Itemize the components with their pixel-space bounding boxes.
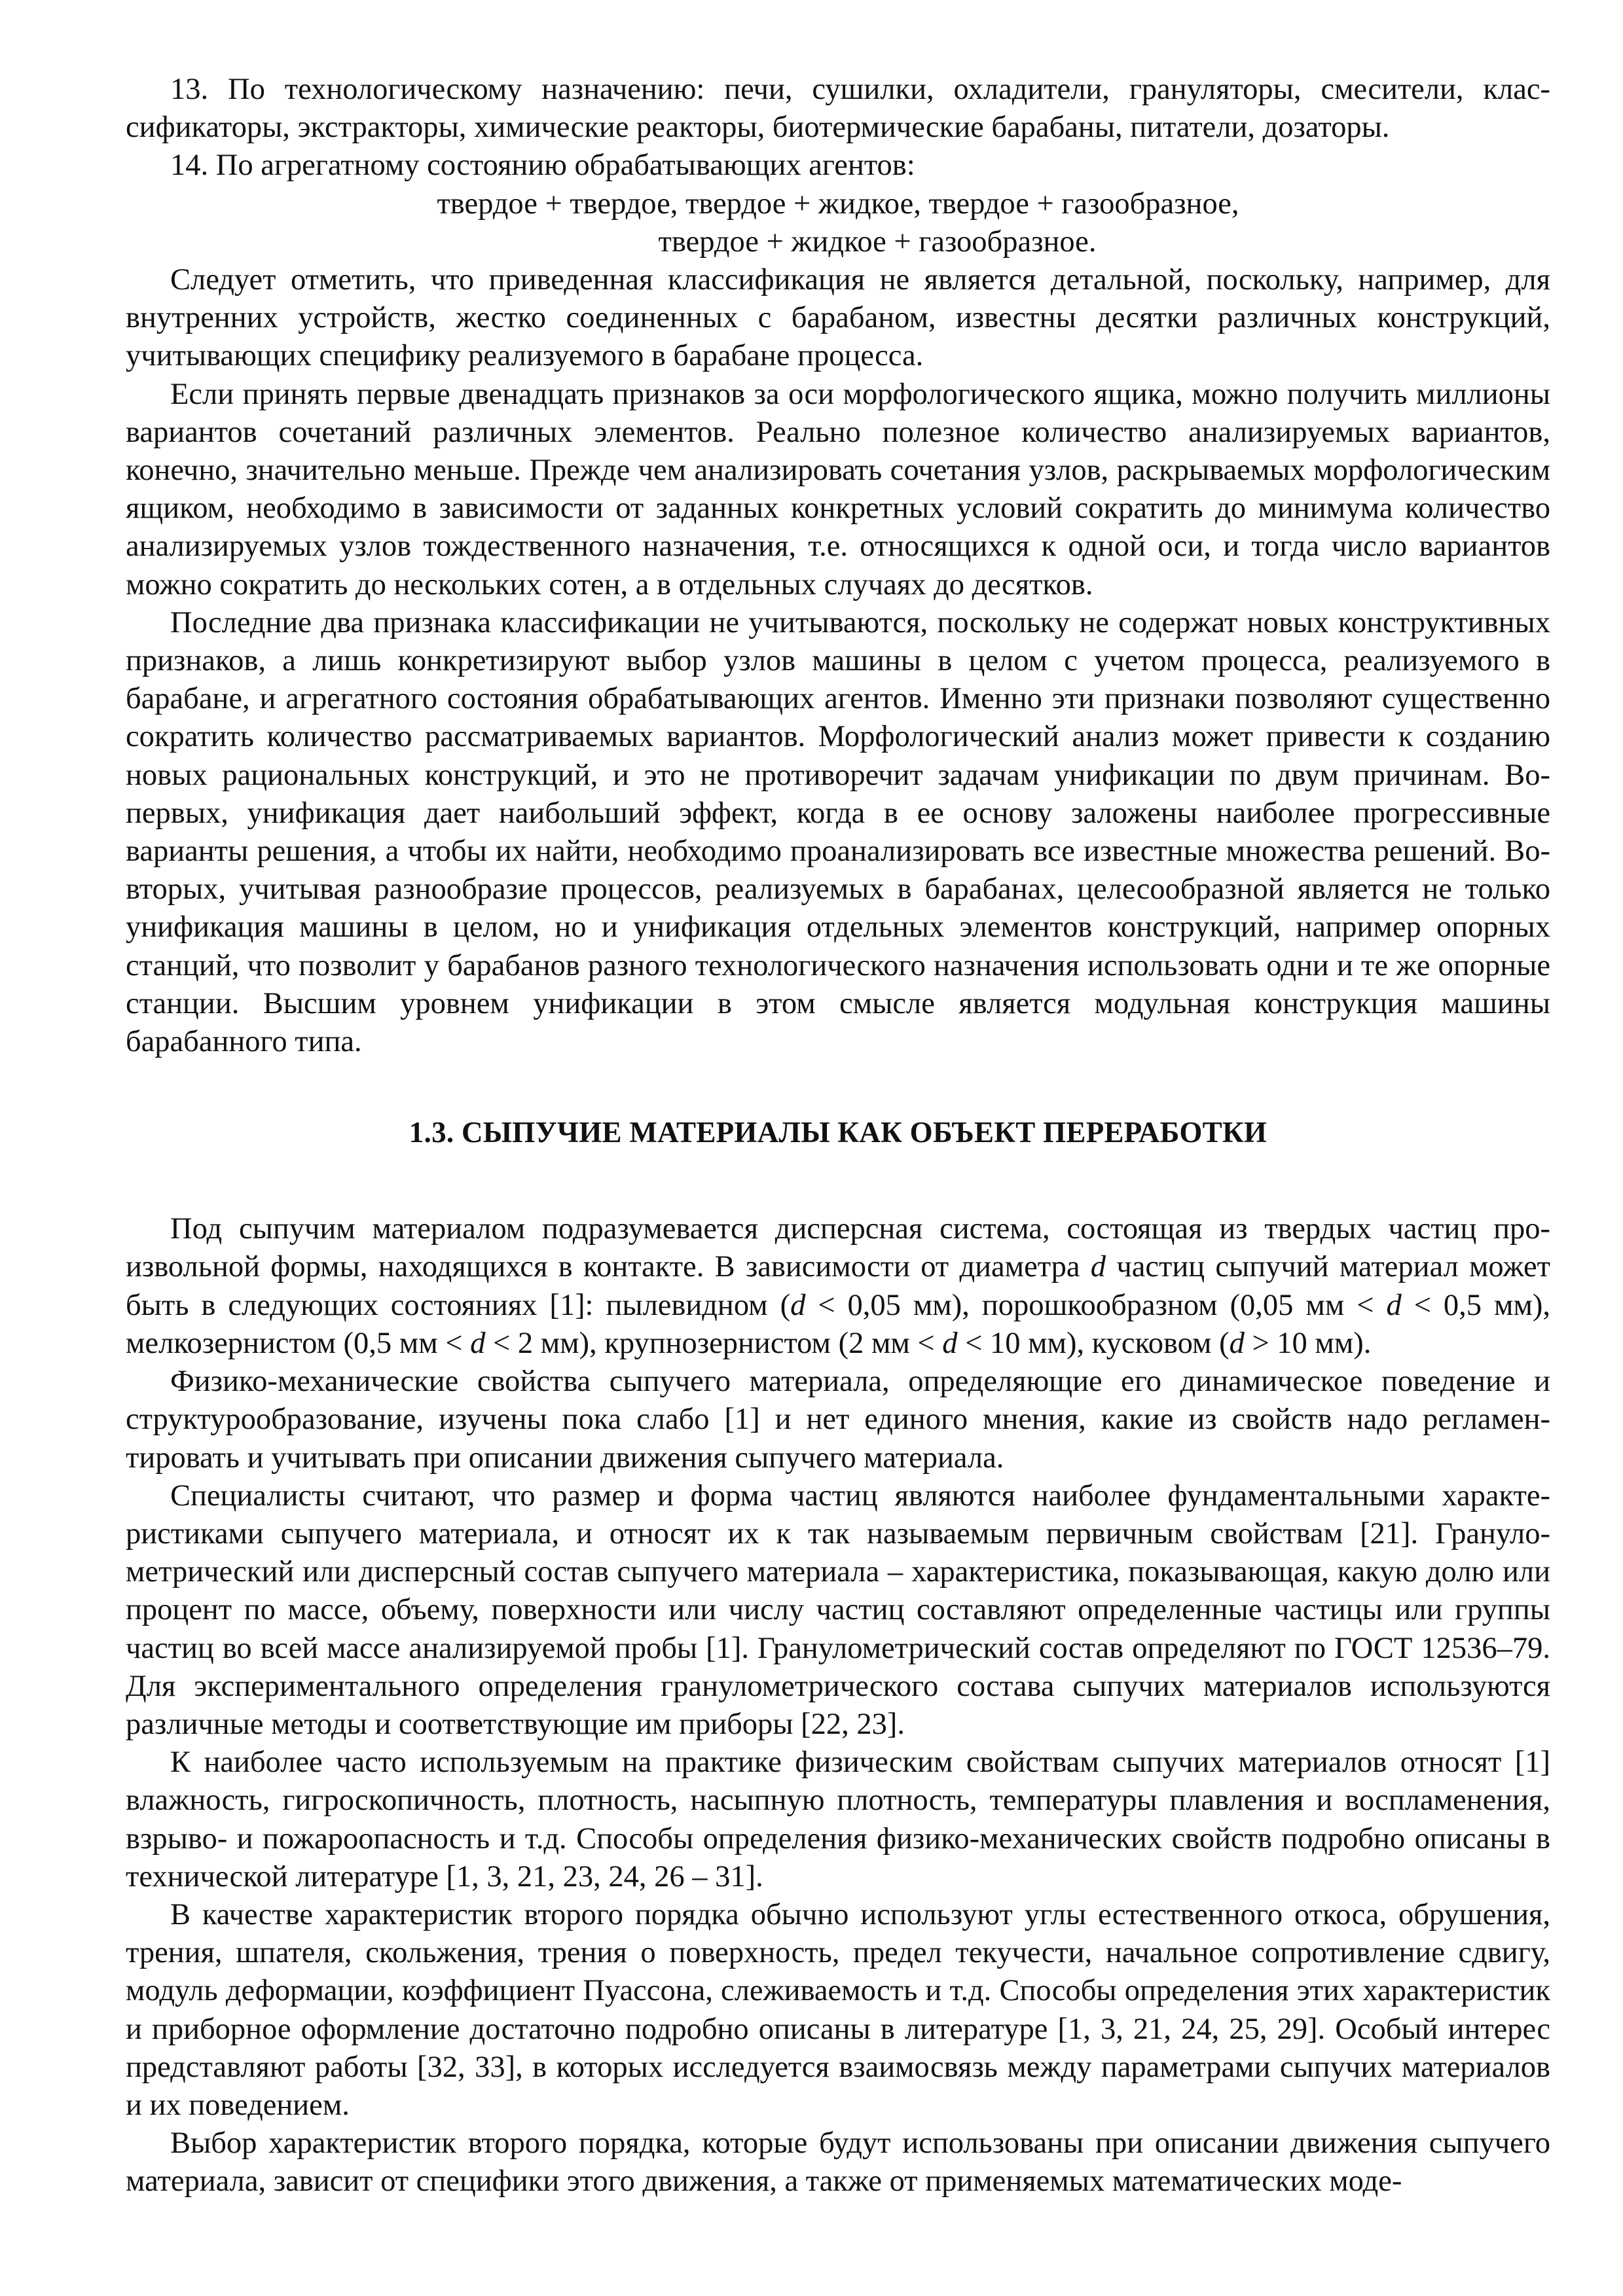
- document-page: [126, 71, 1550, 2201]
- paragraph-particle-size: Специалисты считают, что размер и форма частиц являются наиболее фундаментальными характеристиками сыпучего материала, и относят их к так называемым первичным свойствам [21]. Гранулометрический или дисперсный состав сыпучего материала – характеристика, показывающая, какую долю или процент по массе, объему, поверхности или числу частиц составляют определенные частицы или группы частиц во всей массе анализируемой пробы [1]. Гранулометрический состав определяют по ГОСТ 12536–79. Для экспериментального определения гранулометрического состава сыпучих материалов используются различные методы и соответствующие им приборы [22, 23].: [126, 1479, 1550, 1741]
- paragraph-unification: Последние два признака классификации не учитываются, поскольку не содержат новых конструктивных признаков, а лишь конкретизируют выбор узлов машины в целом с учетом процесса, реализуемого в барабане, и агрегатного состояния обрабатывающих агентов. Именно эти признаки позволяют существенно сократить количество рассматриваемых вариантов. Морфологический анализ может привести к созданию новых рациональных конструкций, и это не противоречит задачам унификации по двум причинам. Во-первых, унификация дает наибольший эффект, когда в ее основу заложены наиболее прогрессивные варианты решения, а чтобы их найти, необходимо проанализировать все известные множества решений. Во-вторых, учитывая разнообразие процессов, реализуемых в барабанах, целесообразной является не только унификация машины в целом, но и унификация отдельных элементов конструкций, например опорных станций, что позволит у барабанов разного технологического назначения использовать одни и те же опорные станции. Высшим уровнем унификации в этом смысле является модульная конструкция машины барабанного типа.: [126, 605, 1550, 1059]
- agent-states-line-2: твердое + жидкое + газообразное.: [658, 224, 1097, 259]
- var-d: d: [1090, 1250, 1106, 1284]
- state-lumpy: > 10 мм).: [1244, 1326, 1372, 1360]
- section-title: 1.3. СЫПУЧИЕ МАТЕРИАЛЫ КАК ОБЪЕКТ ПЕРЕРАБОТКИ: [409, 1116, 1267, 1149]
- var-d: d: [1229, 1326, 1245, 1360]
- paragraph-morphological-box: Если принять первые двенадцать признаков за оси морфологического ящика, можно получить миллионы вариантов сочетаний различных элементов. Реально полезное количество анализируемых вариантов, конечно, значительно меньше. Прежде чем анализировать сочетания узлов, раскрываемых морфологическим ящиком, необходимо в зависимости от заданных конкретных условий сократить до минимума количество анализируемых узлов тождественного назначения, т.е. относящихся к одной оси, и тогда число вариантов можно сократить до нескольких сотен, а в отдельных случаях до десятков.: [126, 377, 1550, 601]
- paragraph-classification-note: Следует отметить, что приведенная классификация не является детальной, поскольку, например, для внутренних устройств, жестко соединенных с барабаном, известны десятки различных конструкций, учитывающих специфику реализуемого в барабане процесса.: [126, 263, 1550, 373]
- var-d: d: [470, 1326, 486, 1360]
- paragraph-choice: Выбор характеристик второго порядка, которые будут использованы при описании движения сыпучего материала, зависит от специфики этого движения, а также от применяемых математических моде-: [126, 2126, 1550, 2198]
- paragraph-physical-properties: К наиболее часто используемым на практике физическим свойствам сыпучих материалов относят [1] влажность, гигроскопичность, плотность, насыпную плотность, температуры плавления и воспламенения, взрыво- и пожароопасность и т.д. Способы определения физико-механических свойств подробно описаны в технической литературе [1, 3, 21, 23, 24, 26 – 31].: [126, 1746, 1550, 1893]
- var-d: d: [942, 1326, 958, 1360]
- bulk-definition-states: частиц сыпучий материал может быть в следующих состояниях [1]: пылевидном (: [126, 1250, 1550, 1322]
- classification-item-13: 13. По технологическому назначению: печи, сушилки, охладители, грануляторы, смесители, классификаторы, экстракторы, химические реакторы, биотермические барабаны, питатели, дозаторы.: [126, 73, 1550, 145]
- state-coarse: < 10 мм), кусковом (: [957, 1326, 1230, 1360]
- paragraph-second-order: В качестве характеристик второго порядка обычно используют углы естественного откоса, обрушения, трения, шпателя, скольжения, трения о поверхность, предел текучести, начальное сопротивление сдвигу, модуль деформации, коэффициент Пуассона, слеживаемость и т.д. Способы определения этих характеристик и приборное оформление достаточно подробно описаны в литературе [1, 3, 21, 24, 25, 29]. Особый интерес представляют работы [32, 33], в которых исследуется взаимосвязь между параметрами сыпучих материалов и их поведением.: [126, 1897, 1550, 2122]
- agent-states-line-1: твердое + твердое, твердое + жидкое, твердое + газообразное,: [437, 187, 1239, 221]
- bulk-definition-lead: Под сыпучим материалом подразумевается дисперсная система, состоящая из твердых частиц произвольной формы, находящихся в контакте. В зависимости от диаметра: [126, 1212, 1550, 1284]
- paragraph-physico-mechanical: Физико-механические свойства сыпучего материала, определяющие его динамическое поведение и структурообразование, изучены пока слабо [1] и нет единого мнения, какие из свойств надо регламентировать и учитывать при описании движения сыпучего материала.: [126, 1365, 1550, 1475]
- var-d: d: [790, 1288, 806, 1322]
- paragraph-bulk-definition: [126, 1210, 1550, 1363]
- state-dusty: < 0,05 мм), порошкообразном (0,05 мм <: [805, 1288, 1387, 1322]
- state-powdery: < 0,5 мм), мелкозернистом (0,5 мм <: [126, 1288, 1551, 1360]
- state-fine: < 2 мм), крупнозернистом (2 мм <: [485, 1326, 943, 1360]
- classification-item-14: 14. По агрегатному состоянию обрабатывающих агентов:: [170, 149, 915, 183]
- var-d: d: [1386, 1288, 1402, 1322]
